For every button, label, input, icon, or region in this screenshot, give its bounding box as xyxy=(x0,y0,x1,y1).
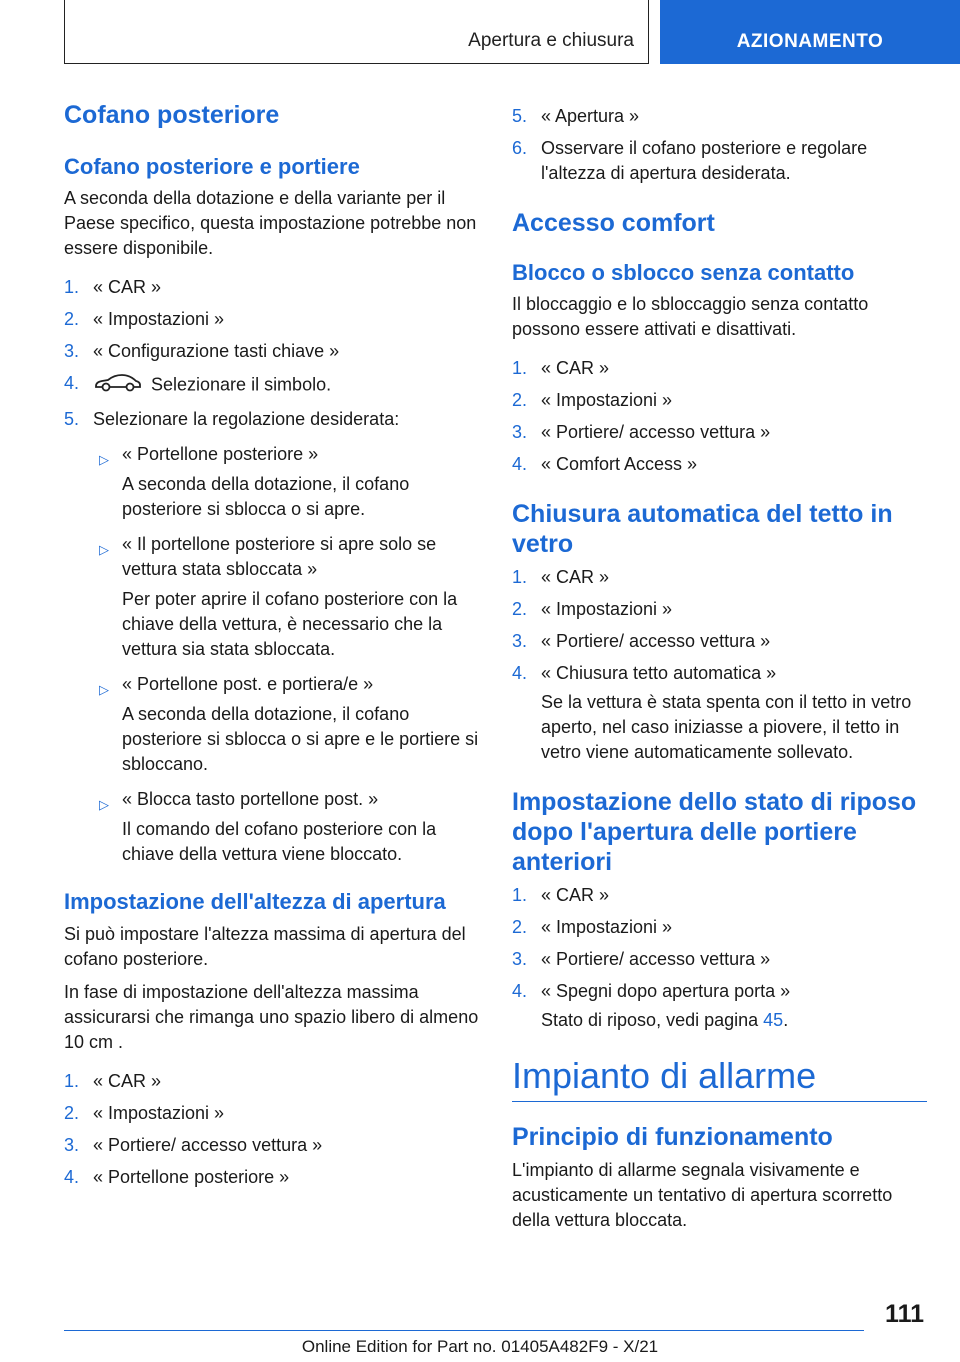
option-item: ▷ « Blocca tasto portellone post. » Il comando del cofano posteriore con la chiave della vettura viene bloccato. xyxy=(99,789,437,865)
rest-steps xyxy=(512,883,927,1033)
height-text-2: In fase di impostazione dell'altezza massima assicurarsi che rimanga uno spazio libero di almeno 10 cm . xyxy=(64,981,479,1052)
alarm-text: L'impianto di allarme segnala visivamente e acusticamente un tentativo di apertura scorretto della vettura bloccata. xyxy=(512,1159,893,1230)
list-item: 1. « CAR » xyxy=(512,567,610,588)
list-item: 5. « Apertura » xyxy=(512,106,640,126)
triangle-bullet-icon: ▷ xyxy=(99,452,109,468)
list-item: 3. « Portiere/ accesso vettura » xyxy=(512,949,771,970)
footer-divider xyxy=(64,1330,864,1331)
header-chapter-tab xyxy=(660,0,960,64)
height-steps-continued xyxy=(512,104,927,186)
heading-chiusura-tetto: Chiusura automatica del tetto in vetro xyxy=(512,500,893,559)
page-45-link[interactable]: 45 xyxy=(763,1010,784,1031)
list-item: 2. « Impostazioni » xyxy=(512,599,673,620)
option-item: ▷ « Portellone post. e portiera/e » A seconda della dotazione, il cofano posteriore si sblocca o si apre e le portiere si sbloccano. xyxy=(99,674,479,775)
list-item: 4. « Chiusura tetto automatica » Se la vettura è stata spenta con il tetto in vetro aperto, nel caso iniziasse a piovere, il tetto in vetro viene automaticamente sollevato. xyxy=(512,661,927,765)
rest-description: Stato di riposo, vedi pagina 45. xyxy=(541,1010,789,1031)
car-key-icon xyxy=(93,371,143,400)
list-item: 2. « Impostazioni » xyxy=(64,1102,225,1123)
roof-steps xyxy=(512,565,927,765)
list-item: 4. Selezionare il simbolo. xyxy=(64,371,479,400)
footer-edition: Online Edition for Part no. 01405A482F9 - X/21 xyxy=(301,1337,659,1356)
page-number: 111 xyxy=(885,1300,924,1328)
list-item: 4. « Portellone posteriore » xyxy=(64,1166,290,1187)
triangle-bullet-icon: ▷ xyxy=(99,542,109,558)
intro-text: A seconda della dotazione e della variante per il Paese specifico, questa impostazione potrebbe non essere disponibile. xyxy=(64,188,477,259)
heading-cofano-e-portiere: Cofano posteriore e portiere xyxy=(64,154,360,179)
list-item: 2. « Impostazioni » xyxy=(512,390,673,411)
header-section-box xyxy=(64,0,649,64)
list-item: 3. « Configurazione tasti chiave » xyxy=(64,341,340,362)
heading-altezza-apertura: Impostazione dell'altezza di apertura xyxy=(64,889,446,915)
triangle-bullet-icon: ▷ xyxy=(99,682,109,698)
triangle-bullet-icon: ▷ xyxy=(99,797,109,813)
contactless-text: Il bloccaggio e lo sbloccaggio senza contatto possono essere attivati e disattivati. xyxy=(512,294,869,340)
heading-principio-funzionamento: Principio di funzionamento xyxy=(512,1122,833,1151)
tailgate-steps xyxy=(64,275,479,867)
heading-impianto-allarme: Impianto di allarme xyxy=(512,1055,927,1101)
contactless-steps xyxy=(512,356,927,477)
heading-blocco-senza-contatto: Blocco o sblocco senza contatto xyxy=(512,260,855,285)
header-chapter-title: AZIONAMENTO xyxy=(736,31,884,52)
left-column xyxy=(64,100,479,1212)
option-list xyxy=(93,442,479,867)
option-item: ▷ « Portellone posteriore » A seconda della dotazione, il cofano posteriore si sblocca o si apre. xyxy=(99,444,410,520)
height-text-1: Si può impostare l'altezza massima di apertura del cofano posteriore. xyxy=(64,923,466,969)
list-item: 4. « Comfort Access » xyxy=(512,454,698,475)
list-item: 1. « CAR » xyxy=(64,277,162,298)
list-item: 3. « Portiere/ accesso vettura » xyxy=(512,631,771,652)
height-steps xyxy=(64,1069,479,1190)
option-item: ▷ « Il portellone posteriore si apre solo se vettura stata sbloccata » Per poter aprire il cofano posteriore con la chiave della vettura, è necessario che la vettura sia stata sbloccata. xyxy=(99,534,458,660)
list-item: 4. « Spegni dopo apertura porta » Stato di riposo, vedi pagina 45. xyxy=(512,979,927,1033)
heading-accesso-comfort: Accesso comfort xyxy=(512,209,715,237)
list-item: 1. « CAR » xyxy=(512,358,610,379)
heading-stato-riposo: Impostazione dello stato di riposo dopo l'apertura delle portiere anteriori xyxy=(512,788,917,877)
list-item: 2. « Impostazioni » xyxy=(64,309,225,330)
list-item: 3. « Portiere/ accesso vettura » xyxy=(64,1134,323,1155)
list-item: 1. « CAR » xyxy=(64,1070,162,1091)
header-section-title: Apertura e chiusura xyxy=(468,30,634,51)
list-item: 2. « Impostazioni » xyxy=(512,917,673,938)
roof-description: Se la vettura è stata spenta con il tetto in vetro aperto, nel caso iniziasse a piovere, il tetto in vetro viene automaticamente sollevato. xyxy=(541,692,912,763)
list-item: 5. Selezionare la regolazione desiderata: ▷ « Portellone posteriore » A seconda della dotazione, il cofano posteriore si sblocca o si apre. ▷ « Il portellone posteriore si apre solo se vettura stata sbloccata » Per poter aprire il cofano posteriore con la chiave della vettura, è necessario che la vettura sia stata sbloccata. ▷ « Portellone post. e portiera/e » A seconda della dotazione, il cofano posteriore si sblocca o si apre e le portiere si sbloccano. ▷ « Blocca tasto portellone post. » Il comando del cofano posteriore con la chiave della vettura viene bloccato. xyxy=(64,407,479,867)
list-item: 6. Osservare il cofano posteriore e regolare l'altezza di apertura desiderata. xyxy=(512,138,868,183)
right-column xyxy=(512,104,927,1241)
list-item: 1. « CAR » xyxy=(512,885,610,906)
heading-cofano-posteriore: Cofano posteriore xyxy=(64,101,280,129)
list-item: 3. « Portiere/ accesso vettura » xyxy=(512,422,771,443)
